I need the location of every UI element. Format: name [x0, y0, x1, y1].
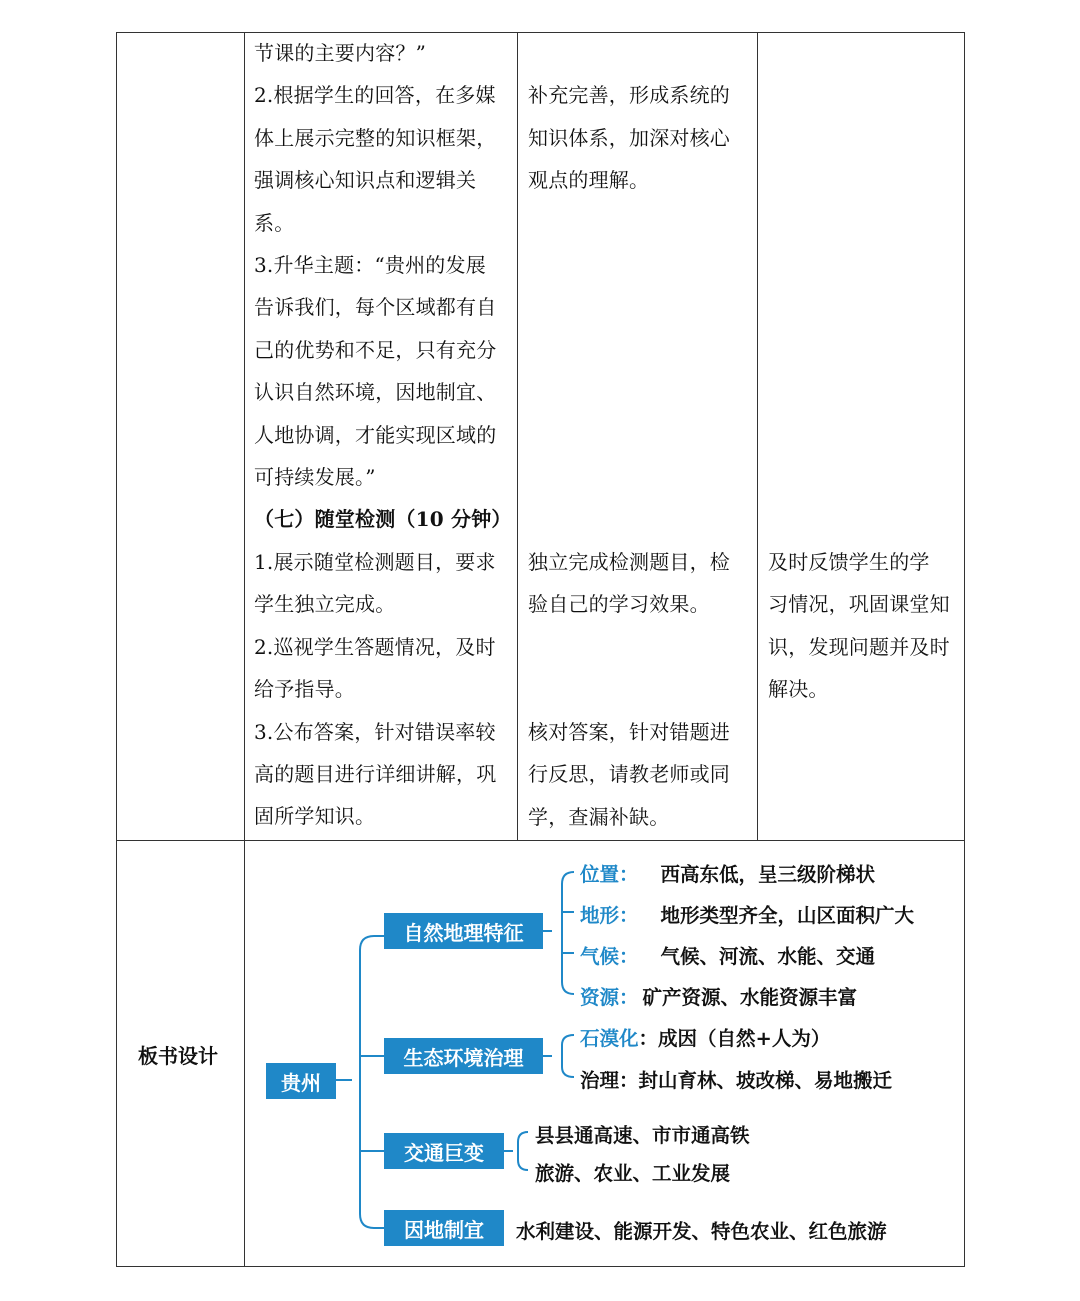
transport-item-2: 旅游、农业、工业发展 [535, 1162, 731, 1185]
text-line: 1.展示随堂检测题目，要求 [254, 549, 496, 574]
text-line: 2.巡视学生答题情况，及时 [254, 634, 496, 659]
item-key: 地形： [580, 904, 639, 927]
text-line: 告诉我们，每个区域都有自 [254, 295, 497, 320]
natural-feature-resources [580, 982, 857, 1010]
natural-feature-terrain [580, 900, 914, 928]
board-design-label: 板书设计 [138, 1044, 218, 1068]
text-line: 给予指导。 [254, 677, 355, 702]
text-line: 核对答案，针对错题进 [528, 720, 730, 744]
branch-adaptation-node: 因地制宜 [384, 1210, 504, 1246]
item-key: 资源： [580, 986, 639, 1009]
item-text: 西高东低，呈三级阶梯状 [660, 863, 876, 886]
branch-transport-node: 交通巨变 [384, 1133, 504, 1169]
item-key: 位置： [580, 863, 639, 886]
natural-feature-climate [580, 941, 875, 969]
text-line: 观点的理解。 [528, 168, 650, 193]
text-line: 独立完成检测题目，检 [528, 550, 730, 574]
item-text: 地形类型齐全，山区面积广大 [660, 904, 915, 927]
text-line: 3.升华主题：“贵州的发展 [254, 253, 486, 278]
text-line: 可持续发展。” [254, 465, 376, 490]
mindmap-root-node: 贵州 [266, 1063, 336, 1099]
item-text: 气候、河流、水能、交通 [660, 945, 876, 968]
natural-feature-location [580, 859, 875, 887]
item-text: ：成因（自然+人为） [638, 1027, 831, 1050]
text-line: 强调核心知识点和逻辑关 [254, 168, 477, 193]
text-line: 解决。 [768, 677, 829, 702]
text-line: 认识自然环境，因地制宜、 [254, 380, 497, 405]
text-line: 及时反馈学生的学 [768, 550, 930, 574]
text-line: 2.根据学生的回答，在多媒 [254, 83, 496, 108]
adaptation-text: 水利建设、能源开发、特色农业、红色旅游 [516, 1220, 887, 1243]
transport-item-1: 县县通高速、市市通高铁 [535, 1124, 750, 1147]
item-key: 气候： [580, 945, 639, 968]
text-line: 系。 [254, 210, 295, 235]
item-key: 石漠化 [580, 1027, 639, 1050]
item-text: 治理：封山育林、坡改梯、易地搬迁 [580, 1069, 893, 1092]
text-line: 人地协调，才能实现区域的 [254, 422, 497, 447]
text-line: 学生独立完成。 [254, 592, 396, 617]
text-line: 验自己的学习效果。 [528, 592, 710, 617]
branch-natural-features-node: 自然地理特征 [384, 913, 543, 949]
text-line: 知识体系，加深对核心 [528, 125, 730, 150]
ecology-governance [580, 1065, 892, 1093]
item-text: 矿产资源、水能资源丰富 [642, 986, 858, 1009]
ecology-rocky-desertification [580, 1023, 830, 1051]
section-heading: （七）随堂检测（10 分钟） [254, 507, 512, 532]
text-line: 高的题目进行详细讲解，巩 [254, 761, 497, 786]
text-line: 习情况，巩固课堂知 [768, 592, 950, 617]
text-line: 3.公布答案，针对错误率较 [254, 719, 496, 744]
text-line: 固所学知识。 [254, 804, 376, 829]
text-line: 补充完善，形成系统的 [528, 83, 730, 108]
text-line: 识，发现问题并及时 [768, 634, 950, 659]
text-line: 行反思，请教老师或同 [528, 762, 730, 787]
branch-ecology-node: 生态环境治理 [384, 1038, 543, 1074]
text-line: 节课的主要内容？” [254, 41, 427, 65]
text-line: 学，查漏补缺。 [528, 804, 670, 829]
text-line: 体上展示完整的知识框架， [254, 125, 497, 150]
text-line: 己的优势和不足，只有充分 [254, 337, 497, 362]
